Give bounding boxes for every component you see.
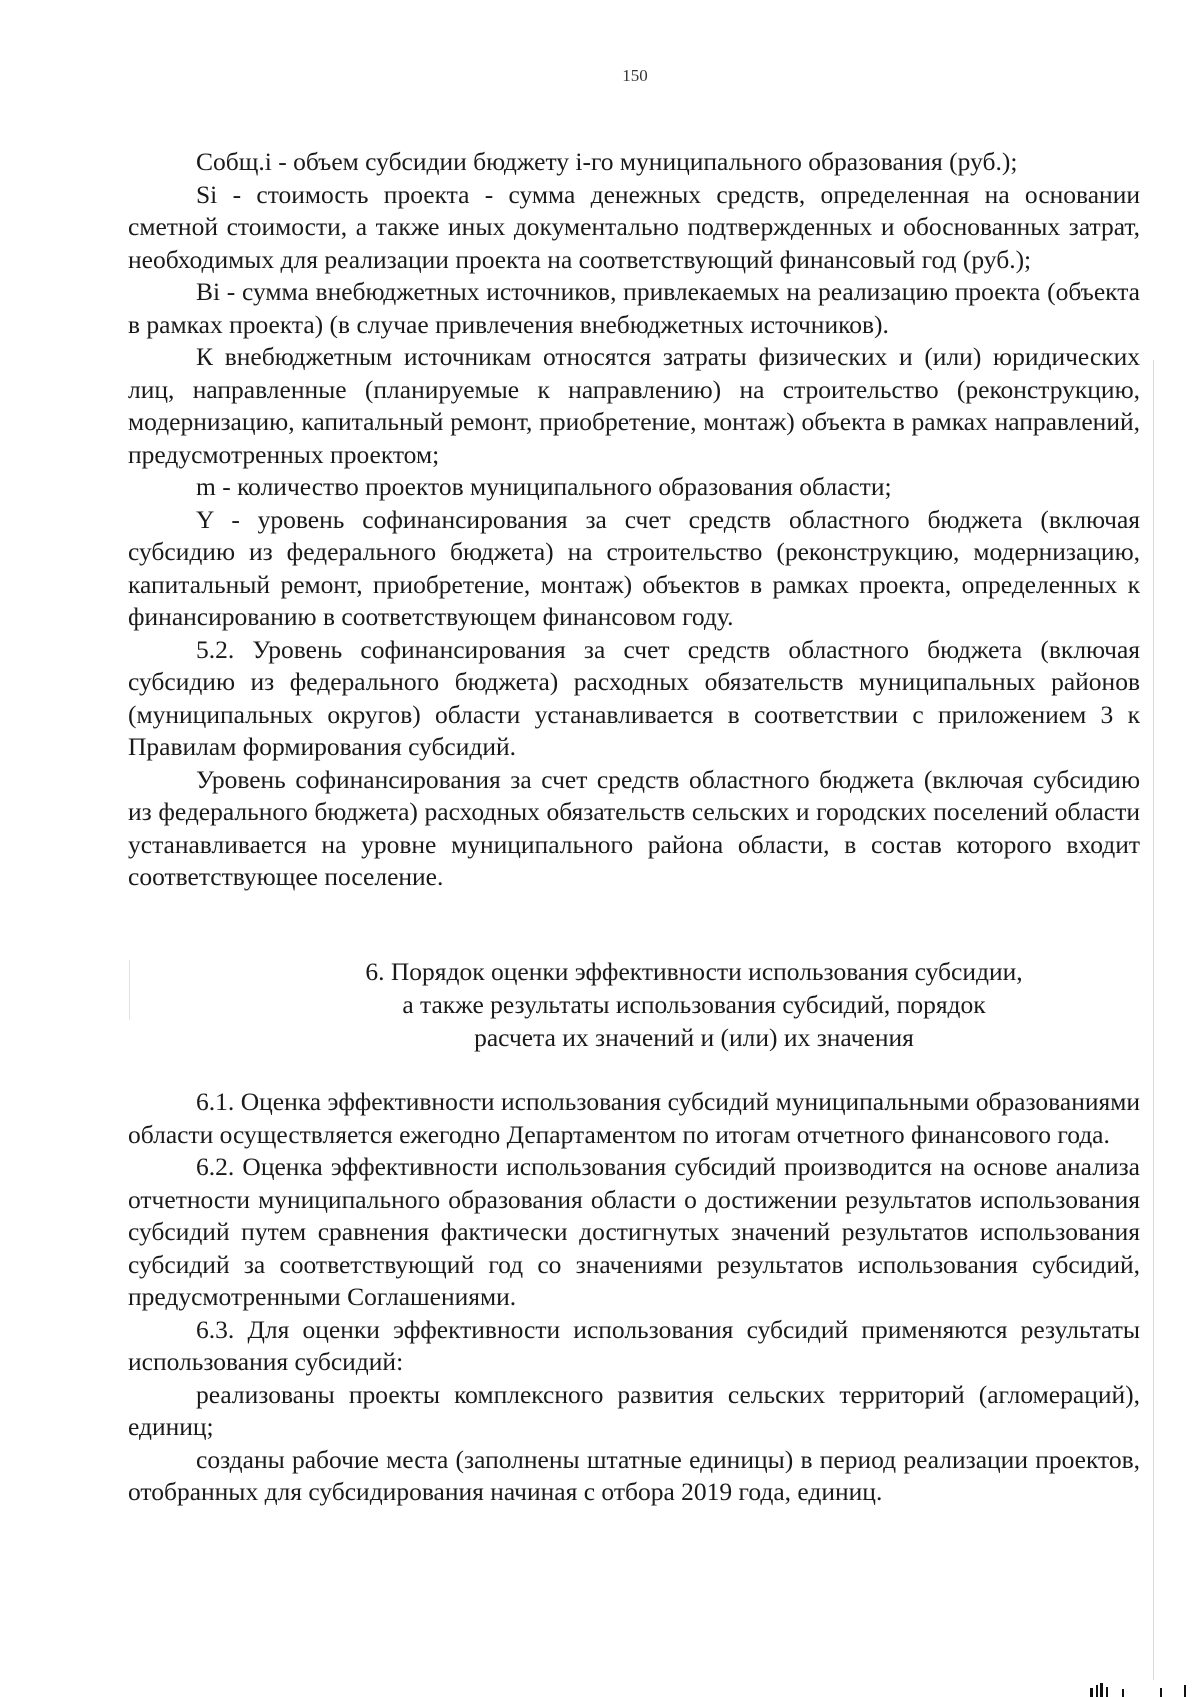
paragraph-bi: Bi - сумма внебюджетных источников, привлекаемых на реализацию проекта (объекта в рамках проекта) (в случае привлечения внебюджетных источников). — [128, 277, 1140, 339]
scan-edge-line — [1153, 360, 1154, 1680]
page-number: 150 — [622, 66, 648, 85]
heading-line: а также результаты использования субсидий, порядок — [402, 990, 986, 1019]
body-text — [128, 146, 1140, 894]
paragraph-y: Y - уровень софинансирования за счет средств областного бюджета (включая субсидию из федерального бюджета) на строительство (реконструкцию, модернизацию, капитальный ремонт, приобретение, монтаж) объектов в рамках проекта, определенных к финансированию в соответствующем финансовом году. — [128, 504, 1140, 631]
heading-line: расчета их значений и (или) их значения — [474, 1023, 914, 1052]
paragraph-c-total: Собщ.i - объем субсидии бюджету i-го муниципального образования (руб.); — [196, 147, 1018, 176]
paragraph-m: m - количество проектов муниципального образования области; — [196, 472, 892, 501]
section-heading — [128, 955, 1140, 1054]
section-6-text — [128, 1086, 1140, 1509]
paragraph-result-projects: реализованы проекты комплексного развития сельских территорий (агломераций), единиц; — [128, 1379, 1140, 1441]
scan-barcode-marks — [1080, 1683, 1190, 1697]
paragraph-si: Si - стоимость проекта - сумма денежных средств, определенная на основании сметной стоимости, а также иных документально подтвержденных и обоснованных затрат, необходимых для реализации проекта на соответствующий финансовый год (руб.); — [128, 179, 1140, 274]
heading-line: 6. Порядок оценки эффективности использования субсидии, — [365, 957, 1023, 986]
paragraph-offbudget: К внебюджетным источникам относятся затраты физических и (или) юридических лиц, направленные (планируемые к направлению) на строительство (реконструкцию, модернизацию, капитальный ремонт, приобретение, монтаж) объекта в рамках направлений, предусмотренных проектом; — [128, 342, 1140, 469]
paragraph-6-2: 6.2. Оценка эффективности использования субсидий производится на основе анализа отчетности муниципального образования области о достижении результатов использования субсидий путем сравнения фактически достигнутых значений результатов использования субсидий за соответствующий год со значениями результатов использования субсидий, предусмотренными Соглашениями. — [128, 1152, 1140, 1311]
paragraph-settlements: Уровень софинансирования за счет средств областного бюджета (включая субсидию из федерального бюджета) расходных обязательств сельских и городских поселений области устанавливается на уровне муниципального района области, в состав которого входит соответствующее поселение. — [128, 764, 1140, 891]
paragraph-6-3: 6.3. Для оценки эффективности использования субсидий применяются результаты использования субсидий: — [128, 1314, 1140, 1376]
paragraph-result-jobs: созданы рабочие места (заполнены штатные единицы) в период реализации проектов, отобранных для субсидирования начиная с отбора 2019 года, единиц. — [128, 1444, 1140, 1506]
paragraph-6-1: 6.1. Оценка эффективности использования субсидий муниципальными образованиями области осуществляется ежегодно Департаментом по итогам отчетного финансового года. — [128, 1087, 1140, 1149]
paragraph-5-2: 5.2. Уровень софинансирования за счет средств областного бюджета (включая субсидию из федерального бюджета) расходных обязательств муниципальных районов (муниципальных округов) области устанавливается в соответствии с приложением 3 к Правилам формирования субсидий. — [128, 634, 1140, 761]
